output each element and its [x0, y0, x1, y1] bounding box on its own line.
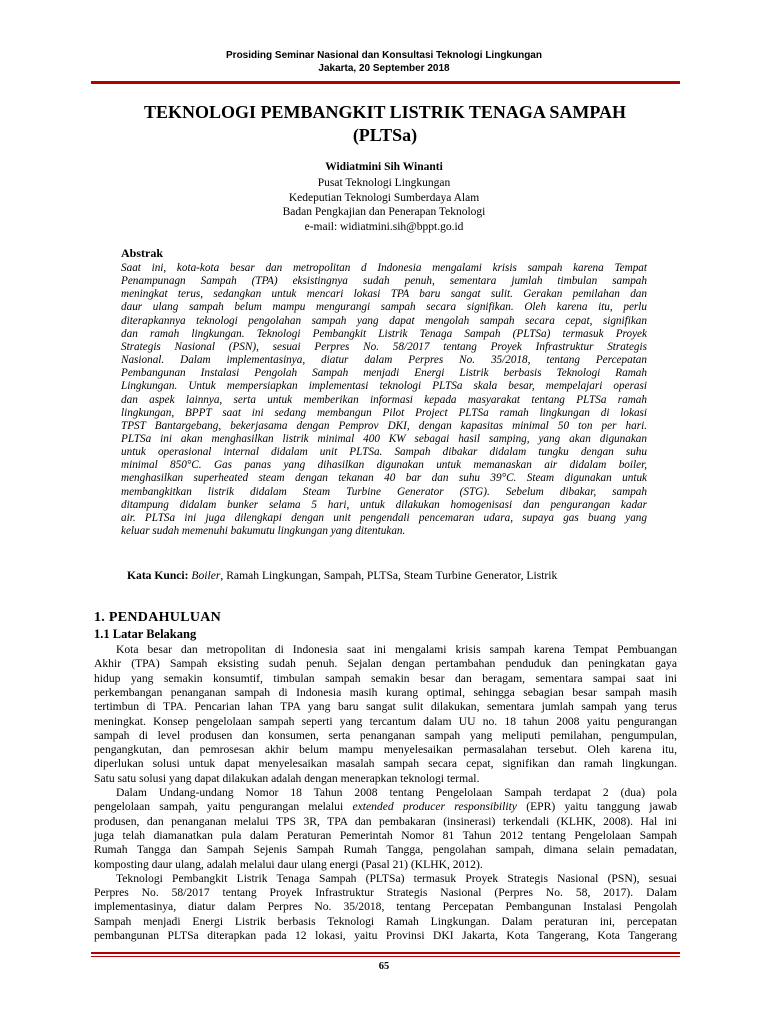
paper-title-line2: (PLTSa) [352, 125, 418, 145]
author-email: e-mail: widiatmini.sih@bppt.go.id [304, 221, 464, 233]
body-line: juga telah diamanatkan pula dalam Peraturan Pemerintah Nomor 81 Tahun 2012 tentang Pengelolaan Sampah [94, 828, 677, 842]
abstract-line: Nasional. Dalam implementasinya, diatur dalam Perpres No. 35/2018, tentang Percepatan [121, 354, 647, 367]
body-line: Satu satu solusi yang dapat dilakukan adalah dengan menerapkan teknologi termal. [94, 771, 480, 785]
body-line: Teknologi Pembangkit Listrik Tenaga Sampah (PLTSa) termasuk Proyek Strategis Nasional (PSN), sesuai [116, 871, 677, 885]
footer-rule [91, 952, 680, 957]
body-line: Rumah Tangga dan Sampah Sejenis Sampah Rumah Tangga, pengolahan sampah, dimana selain pemadatan, [94, 843, 677, 857]
abstract-line: minimal 850°C. Gas panas yang dihasilkan digunakan untuk memanaskan air didalam boiler, [121, 459, 647, 472]
body-line: meningkat. Konsep pengelolaan sampah seperti yang tercantum dalam UU no. 18 tahun 2008 yaitu pengurangan [94, 714, 677, 728]
abstract-line: Pembangunan Instalasi Pengolah Sampah menjadi Energi Listrik berbasis Teknologi Ramah [121, 367, 647, 380]
abstract-line: TPST Bantargebang, bekerjasama dengan Pemprov DKI, dengan kapasitas minimal 50 ton per hari. [121, 419, 647, 432]
affiliation-line: Badan Pengkajian dan Penerapan Teknologi [282, 206, 486, 218]
keywords-label: Kata Kunci: [127, 569, 189, 582]
abstract-line: untuk operasional internal didalam unit PLTSa. Sampah dibakar didalam tungku dengan suhu [121, 446, 647, 459]
keyword-first: Boiler [191, 569, 221, 582]
abstract-line: Penampunagn Sampah (TPA) eksistingnya sudah penuh, sementara jumlah timbulan sampah [121, 275, 647, 288]
abstract-line: PLTSa ini akan menghasilkan listrik minimal 400 KW sebagai hasil samping, yang akan digunakan [121, 432, 647, 445]
affiliation-line: Kedeputian Teknologi Sumberdaya Alam [288, 192, 480, 204]
body-line: produsen, dan penanganan melalui TPS 3R, TPA dan pembakaran (insinerasi) terkendali (KLHK, 2008). Hal ini [94, 814, 677, 828]
body-line: perkembangan penanganan sampah di Indonesia masih kurang optimal, sehingga sebagian besar sampah masih [94, 685, 677, 699]
body-line: Kota besar dan metropolitan di Indonesia saat ini mengalami krisis sampah karena Tempat Pembuangan [116, 643, 677, 656]
abstract-line: ditampung didalam bunker selama 5 hari, untuk dilakukan homogenisasi dan pengurangan kadar [121, 498, 647, 511]
header-rule [91, 81, 680, 84]
abstract-line: dan ramah lingkungan. Teknologi Pembangkit Listrik Tenaga Sampah (PLTSa) termasuk Proyek [121, 327, 647, 340]
body-line: hidup yang semakin konsumtif, timbulan sampah semakin besar dan beragam, sementara sampai saat ini [94, 671, 677, 685]
abstract-line: air. PLTSa ini juga dilengkapi dengan unit pengendali pencemaran udara, supaya gas buang yang [121, 511, 647, 524]
body-line: pengangkutan, dan pemrosesan akhir belum mampu menyelesaikan permasalahan tersebut. Oleh karena itu, [94, 743, 677, 757]
page-number: 65 [378, 961, 390, 972]
affiliation-line: Pusat Teknologi Lingkungan [317, 177, 451, 189]
abstract-line: dan aspek lainnya, serta untuk memberikan informasi kepada masyarakat tentang PLTSa ramah [121, 393, 647, 406]
abstract-line: meningkat terus, sedangkan untuk mencari lokasi TPA baru sangat sulit. Gerakan pemilahan dan [121, 288, 647, 301]
author-name: Widiatmini Sih Winanti [325, 161, 443, 173]
body-line: Akhir (TPA) Sampah eksisting sudah penuh. Sejalan dengan pertambahan penduduk dan peningkatan gaya [94, 657, 677, 671]
body-line: Perpres No. 58/2017 tentang Proyek Infrastruktur Strategis Nasional (Perpres No. 58, 2017). Dalam [94, 886, 677, 900]
proceedings-date: Jakarta, 20 September 2018 [318, 63, 450, 74]
body-line: implementasinya, diatur dalam Perpres No. 35/2018, tentang Percepatan Pembangunan Instalasi Pengolah [94, 900, 677, 914]
abstract-line: Lingkungan. Untuk mempersiapkan implementasi teknologi PLTSa skala besar, mempelajari operasi [121, 380, 647, 393]
abstract-line: membangkitkan listrik didalam Steam Turbine Generator (STG). Sebelum dibakar, sampah [121, 485, 647, 498]
abstract-line: daur ulang sampah belum mampu mengurangi sampah secara signifikan. Oleh karena itu, perlu [121, 301, 647, 314]
keywords [127, 569, 557, 582]
paper-title-line1: TEKNOLOGI PEMBANGKIT LISTRIK TENAGA SAMPAH [143, 102, 627, 122]
section-heading: 1. PENDAHULUAN [94, 610, 222, 625]
abstract-line: menghasilkan superheated steam dengan tekanan 40 bar dan suhu 39°C. Steam digunakan untuk [121, 472, 647, 485]
body-line: sampah di level produsen dan konsumen, serta penanganan sampah yang meliputi pemilahan, pengumpulan, [94, 728, 677, 742]
body-line: Sampah menjadi Energi Listrik berbasis Teknologi Ramah Lingkungan. Dalam peraturan ini, percepatan [94, 914, 677, 928]
proceedings-title: Prosiding Seminar Nasional dan Konsultasi Teknologi Lingkungan [226, 50, 542, 61]
abstract-line: lingkungan, BPPT saat ini sedang membangun Pilot Project PLTSa ramah lingkungan di lokasi [121, 406, 647, 419]
abstract-line: keluar sudah memenuhi bakumutu lingkungan yang ditentukan. [121, 525, 406, 537]
abstract-heading: Abstrak [121, 246, 164, 260]
keywords-rest: , Ramah Lingkungan, Sampah, PLTSa, Steam Turbine Generator, Listrik [220, 569, 558, 582]
body-line: komposting daur ulang, adalah melalui daur ulang energi (Pasal 21) (KLHK, 2012). [94, 857, 483, 871]
subsection-heading: 1.1 Latar Belakang [94, 627, 197, 641]
abstract-line: diterapkannya teknologi pengolahan sampah yang dapat mengolah sampah secara cepat, signifikan [121, 314, 647, 327]
body-line: pembangunan PLTSa diterapkan pada 12 lokasi, yaitu Provinsi DKI Jakarta, Kota Tangerang, Kota Tangerang [94, 929, 677, 942]
body-line: pengelolaan sampah, yaitu pengurangan melalui extended producer responsibility (EPR) yaitu tanggung jawab [94, 800, 677, 814]
abstract-line: Saat ini, kota-kota besar dan metropolitan d Indonesia mengalami krisis sampah karena Tempat [121, 262, 647, 274]
body-line: tertimbun di TPA. Pencarian lahan TPA yang baru sangat sulit dilakukan, sementara jumlah sampah yang terus [94, 700, 677, 714]
abstract-line: Strategis Nasional (PSN), sesuai Perpres No. 58/2017 tentang Proyek Infrastruktur Strategis [121, 340, 647, 353]
body-line: diperlukan solusi untuk dapat menyelesaikan masalah sampah secara cepat, signifikan dan ramah lingkungan. [94, 757, 677, 771]
body-line: Dalam Undang-undang Nomor 18 Tahun 2008 tentang Pengelolaan Sampah terdapat 2 (dua) pola [116, 786, 677, 799]
